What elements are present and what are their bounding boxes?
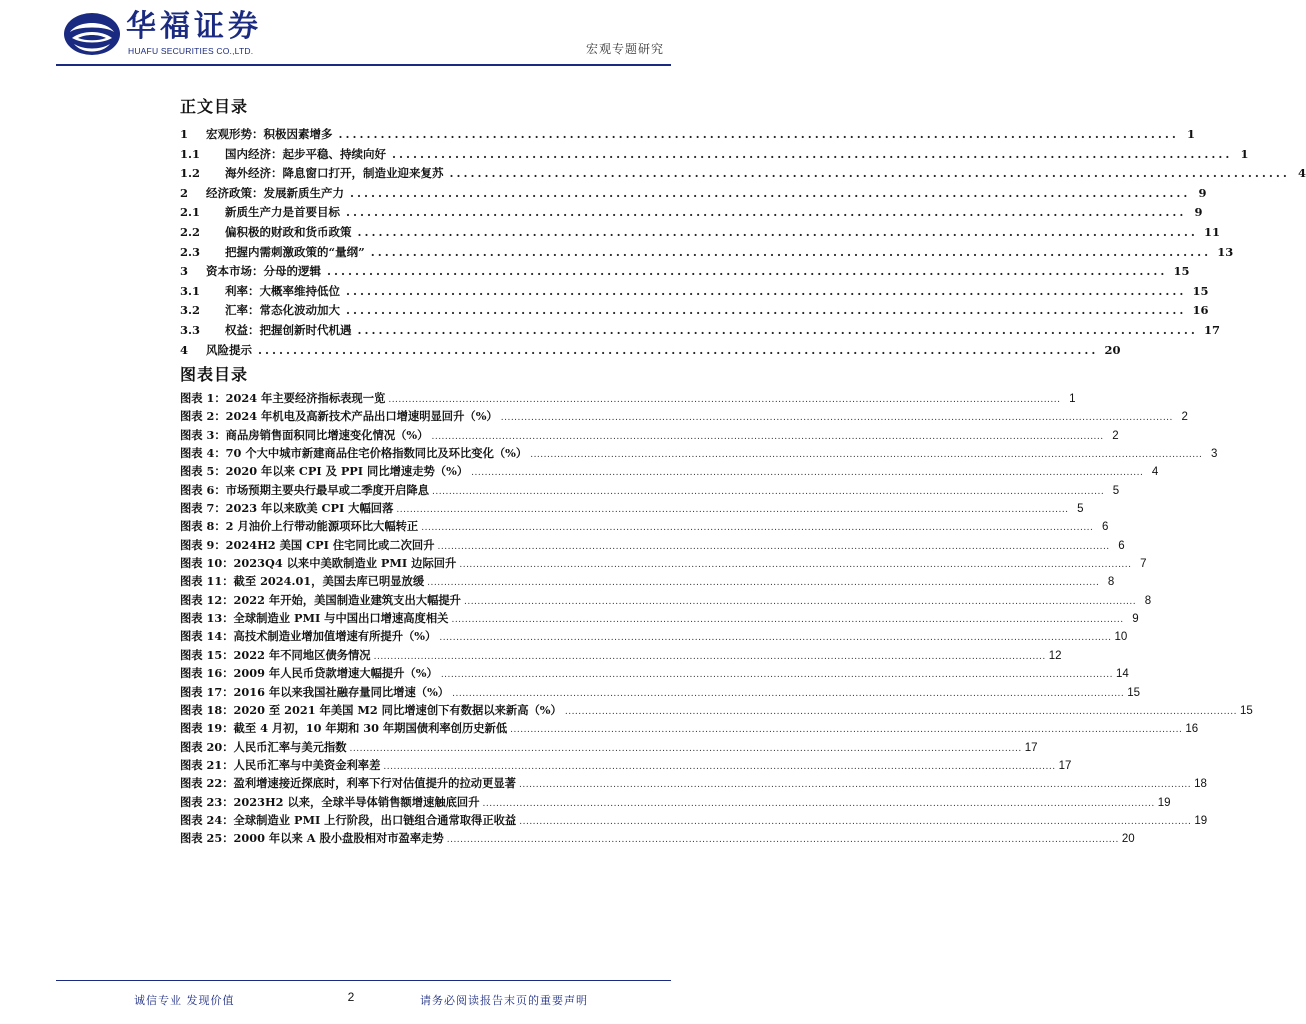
toc-entry-title: 汇率：常态化波动加大 [225,303,340,318]
toc-entry-number: 2 [180,185,189,200]
figure-entry[interactable] [180,573,1115,591]
toc-entry-page: 20 [1104,342,1121,357]
figure-entry-title: 图表 20：人民币汇率与美元指数 [180,739,347,754]
figure-entry-page: 17 [1024,741,1038,754]
figures-heading: 图表目录 [180,365,249,384]
figure-entry[interactable] [180,757,1072,775]
figure-entry-page: 6 [1118,539,1125,552]
toc-entry-page: 11 [1203,224,1220,239]
figure-entry[interactable] [180,592,1152,610]
toc-entry-title: 风险提示 [206,342,252,357]
toc-entry-title: 偏积极的财政和货币政策 [225,224,352,239]
page-number: 2 [347,990,355,1004]
dot-leader: ........................................................................................................................................................................................................ [564,706,1238,717]
figure-entry[interactable] [180,427,1119,445]
toc-entry[interactable] [180,126,1195,146]
figure-entry-page: 4 [1151,466,1159,479]
toc-heading: 正文目录 [180,97,249,116]
figure-entry-page: 2 [1112,429,1119,442]
figure-entry-title: 图表 25：2000 年以来 A 股小盘股相对市盈率走势 [180,831,444,846]
footer-divider [56,980,671,981]
toc-entry[interactable] [180,204,1203,224]
dot-leader: ........................................................................................................................................................................................................ [388,395,1061,405]
toc-entry-title: 经济政策：发展新质生产力 [206,185,344,200]
figure-entry-title: 图表 14：高技术制造业增加值增速有所提升（%） [180,629,437,644]
figure-entry[interactable] [180,794,1171,812]
toc-entry[interactable] [180,302,1209,322]
figure-entry-page: 15 [1240,704,1253,717]
figure-entry-title: 图表 10：2023Q4 以来中美欧制造业 PMI 边际回升 [180,556,457,571]
dot-leader: ........................................................................................................................ [346,283,1187,298]
dot-leader: ........................................................................................................................................................................................................ [349,743,1022,754]
toc-entry-title: 宏观形势：积极因素增多 [206,127,333,141]
toc-entry-page: 1 [1186,127,1195,141]
dot-leader: ........................................................................................................................ [449,166,1290,181]
toc-entry-page: 9 [1198,185,1207,200]
toc-entry[interactable] [180,185,1207,205]
figure-entry-title: 图表 5：2020 年以来 CPI 及 PPI 同比增速走势（%） [180,464,469,479]
dot-leader: ........................................................................................................................................................................................................ [431,431,1104,442]
toc-entry[interactable] [180,146,1249,166]
figure-entry-page: 7 [1140,558,1147,571]
figure-entry[interactable] [180,610,1139,628]
toc-entry-page: 17 [1203,322,1220,337]
toc-entry-page: 16 [1192,303,1209,318]
toc-entry-number: 3.2 [180,303,201,318]
toc-entry-title: 权益：把握创新时代机遇 [225,322,352,337]
figure-entry-title: 图表 23：2023H2 以来，全球半导体销售额增速触底回升 [180,794,480,809]
figure-entry[interactable] [180,408,1188,426]
dot-leader: ........................................................................................................................ [258,342,1099,357]
dot-leader: ........................................................................................................................ [370,244,1212,259]
dot-leader: ........................................................................................................................ [392,146,1233,161]
figure-entry[interactable] [180,647,1062,665]
toc-entry-title: 国内经济：起步平稳、持续向好 [225,146,386,161]
figure-entry[interactable] [180,812,1208,830]
toc-entry-title: 海外经济：降息窗口打开，制造业迎来复苏 [225,166,444,181]
toc-entry-page: 15 [1173,264,1190,279]
toc-entry-page: 9 [1194,205,1203,220]
header-divider [56,64,671,66]
dot-leader: ........................................................................................................................................................................................................ [373,651,1046,662]
dot-leader: ........................................................................................................................ [338,127,1179,141]
report-type: 宏观专题研究 [585,42,664,56]
footer-disclaimer: 请务必阅读报告末页的重要声明 [420,994,588,1007]
toc-entry[interactable] [180,224,1220,244]
figure-entry-title: 图表 18：2020 至 2021 年美国 M2 同比增速创下有数据以来新高（%） [180,702,562,717]
figure-entry-title: 图表 3：商品房销售面积同比增速变化情况（%） [180,427,429,442]
figure-entry-page: 15 [1127,686,1141,699]
dot-leader: ........................................................................................................................................................................................................ [471,468,1144,479]
figure-entry[interactable] [180,463,1159,481]
figure-entry-page: 19 [1194,814,1208,827]
toc-entry[interactable] [180,283,1209,303]
figure-entry-title: 图表 6：市场预期主要央行最早或二季度开启降息 [180,482,430,497]
dot-leader: ........................................................................................................................................................................................................ [427,578,1100,589]
figure-entry-title: 图表 11：截至 2024.01，美国去库已明显放缓 [180,574,425,589]
toc-entry-title: 资本市场：分母的逻辑 [206,264,321,279]
dot-leader: ........................................................................................................................ [350,185,1191,200]
figure-entry-title: 图表 22：盈利增速接近探底时，利率下行对估值提升的拉动更显著 [180,776,516,791]
toc-entry-number: 1.1 [180,146,201,161]
dot-leader: ........................................................................................................................................................................................................ [437,541,1110,552]
dot-leader: ........................................................................................................................................................................................................ [463,596,1137,607]
figure-entry[interactable] [180,390,1076,408]
figure-entry-title: 图表 7：2023 年以来欧美 CPI 大幅回落 [180,501,394,516]
figure-entry-title: 图表 9：2024H2 美国 CPI 住宅同比或二次回升 [180,537,435,552]
figure-entry[interactable] [180,555,1147,573]
dot-leader: ........................................................................................................................................................................................................ [500,413,1173,424]
toc-entry-title: 新质生产力是首要目标 [225,205,340,220]
figure-entry-title: 图表 21：人民币汇率与中美资金利率差 [180,757,381,772]
toc-entry-number: 1.2 [180,166,201,181]
toc-entry-number: 1 [180,127,189,141]
toc-entry[interactable] [180,244,1234,264]
figure-entry-title: 图表 19：截至 4 月初，10 年期和 30 年期国债利率创历史新低 [180,721,508,736]
dot-leader: ........................................................................................................................ [346,303,1187,318]
figure-entry[interactable] [180,537,1125,555]
dot-leader: ........................................................................................................................................................................................................ [519,816,1192,827]
toc-entry-title: 把握内需刺激政策的“量纲” [225,244,365,259]
dot-leader: ........................................................................................................................................................................................................ [451,615,1124,626]
figure-entry[interactable] [180,500,1084,518]
toc-entry-page: 4 [1297,166,1306,181]
dot-leader: ........................................................................................................................................................................................................ [432,486,1105,497]
dot-leader: ........................................................................................................................................................................................................ [482,798,1155,809]
toc-entry-page: 1 [1240,146,1249,161]
toc-entry[interactable] [180,263,1190,283]
figure-entry-page: 3 [1210,448,1218,461]
toc-entry-title: 利率：大概率维持低位 [225,283,340,298]
figure-entry[interactable] [180,518,1109,536]
figure-entry-page: 5 [1112,484,1120,497]
dot-leader: ........................................................................................................................ [357,322,1198,337]
figure-entry-title: 图表 12：2022 年开始，美国制造业建筑支出大幅提升 [180,592,461,607]
dot-leader: ........................................................................................................................ [327,264,1168,279]
figure-entry-page: 8 [1107,576,1115,589]
figure-entry-title: 图表 4：70 个大中城市新建商品住宅价格指数同比及环比变化（%） [180,446,528,461]
toc-entry-number: 2.3 [180,244,201,259]
figure-entry[interactable] [180,482,1120,500]
figure-entry[interactable] [180,665,1129,683]
figure-entry-title: 图表 2：2024 年机电及高新技术产品出口增速明显回升（%） [180,409,498,424]
dot-leader: ........................................................................................................................................................................................................ [383,761,1056,772]
figure-entry-page: 2 [1181,411,1188,424]
figure-entry-title: 图表 8：2 月油价上行带动能源项环比大幅转正 [180,519,419,534]
figure-entry-page: 17 [1058,759,1072,772]
figure-entry[interactable] [180,720,1199,738]
toc-entry[interactable] [180,342,1121,362]
figure-entry[interactable] [180,628,1128,646]
figure-entry[interactable] [180,830,1135,848]
figure-entry-title: 图表 24：全球制造业 PMI 上行阶段，出口链组合通常取得正收益 [180,812,517,827]
figure-entry-page: 18 [1194,778,1207,791]
figure-entry-page: 12 [1048,649,1062,662]
toc-entry-page: 13 [1217,244,1234,259]
dot-leader: ........................................................................................................................................................................................................ [446,835,1119,846]
brand-name-cn: 华福证券 [126,9,262,44]
figure-entry-page: 14 [1115,668,1129,681]
dot-leader: ........................................................................................................................................................................................................ [510,725,1183,736]
figure-entry[interactable] [180,684,1141,702]
dot-leader: ........................................................................................................................................................................................................ [421,523,1094,534]
dot-leader: ........................................................................................................................ [346,205,1187,220]
toc-entry-number: 3 [180,264,189,279]
figure-entry-page: 10 [1114,631,1128,644]
toc-entry[interactable] [180,322,1220,342]
figure-entry-page: 8 [1144,594,1152,607]
brand-name-en: HUAFU SECURITIES CO.,LTD. [128,46,254,56]
dot-leader: ........................................................................................................................................................................................................ [459,560,1132,571]
dot-leader: ........................................................................................................................................................................................................ [530,450,1203,461]
toc-entry[interactable] [180,165,1306,185]
toc-entry-page: 15 [1192,283,1209,298]
page-header [0,0,724,64]
figure-entry[interactable] [180,702,1253,720]
figure-entry[interactable] [180,739,1038,757]
figure-entry-page: 5 [1077,503,1084,516]
figure-entry-title: 图表 1：2024 年主要经济指标表现一览 [180,391,386,405]
dot-leader: ........................................................................................................................................................................................................ [396,505,1069,516]
figure-entry[interactable] [180,775,1207,793]
toc-list [180,126,1306,361]
figure-entry-title: 图表 17：2016 年以来我国社融存量同比增速（%） [180,684,450,699]
figure-entry-page: 1 [1069,393,1076,405]
figure-entry-page: 16 [1185,723,1199,736]
dot-leader: ........................................................................................................................................................................................................ [518,780,1192,791]
huafu-logo-icon [62,10,122,58]
figure-entry-page: 9 [1132,613,1139,626]
figure-entry-title: 图表 15：2022 年不同地区债务情况 [180,647,371,662]
toc-entry-number: 3.3 [180,322,201,337]
dot-leader: ........................................................................................................................................................................................................ [440,670,1113,681]
toc-entry-number: 2.2 [180,224,201,239]
dot-leader: ........................................................................................................................................................................................................ [439,633,1112,644]
figures-list [180,390,1253,849]
figure-entry-title: 图表 16：2009 年人民币贷款增速大幅提升（%） [180,666,438,681]
figure-entry-title: 图表 13：全球制造业 PMI 与中国出口增速高度相关 [180,611,449,626]
figure-entry-page: 6 [1102,521,1109,534]
figure-entry-page: 20 [1121,833,1135,846]
toc-entry-number: 4 [180,342,189,357]
figure-entry-page: 19 [1157,796,1171,809]
dot-leader: ........................................................................................................................ [357,224,1198,239]
toc-entry-number: 2.1 [180,205,201,220]
footer-slogan: 诚信专业 发现价值 [134,994,235,1007]
dot-leader: ........................................................................................................................................................................................................ [452,688,1125,699]
figure-entry[interactable] [180,445,1218,463]
toc-entry-number: 3.1 [180,283,201,298]
